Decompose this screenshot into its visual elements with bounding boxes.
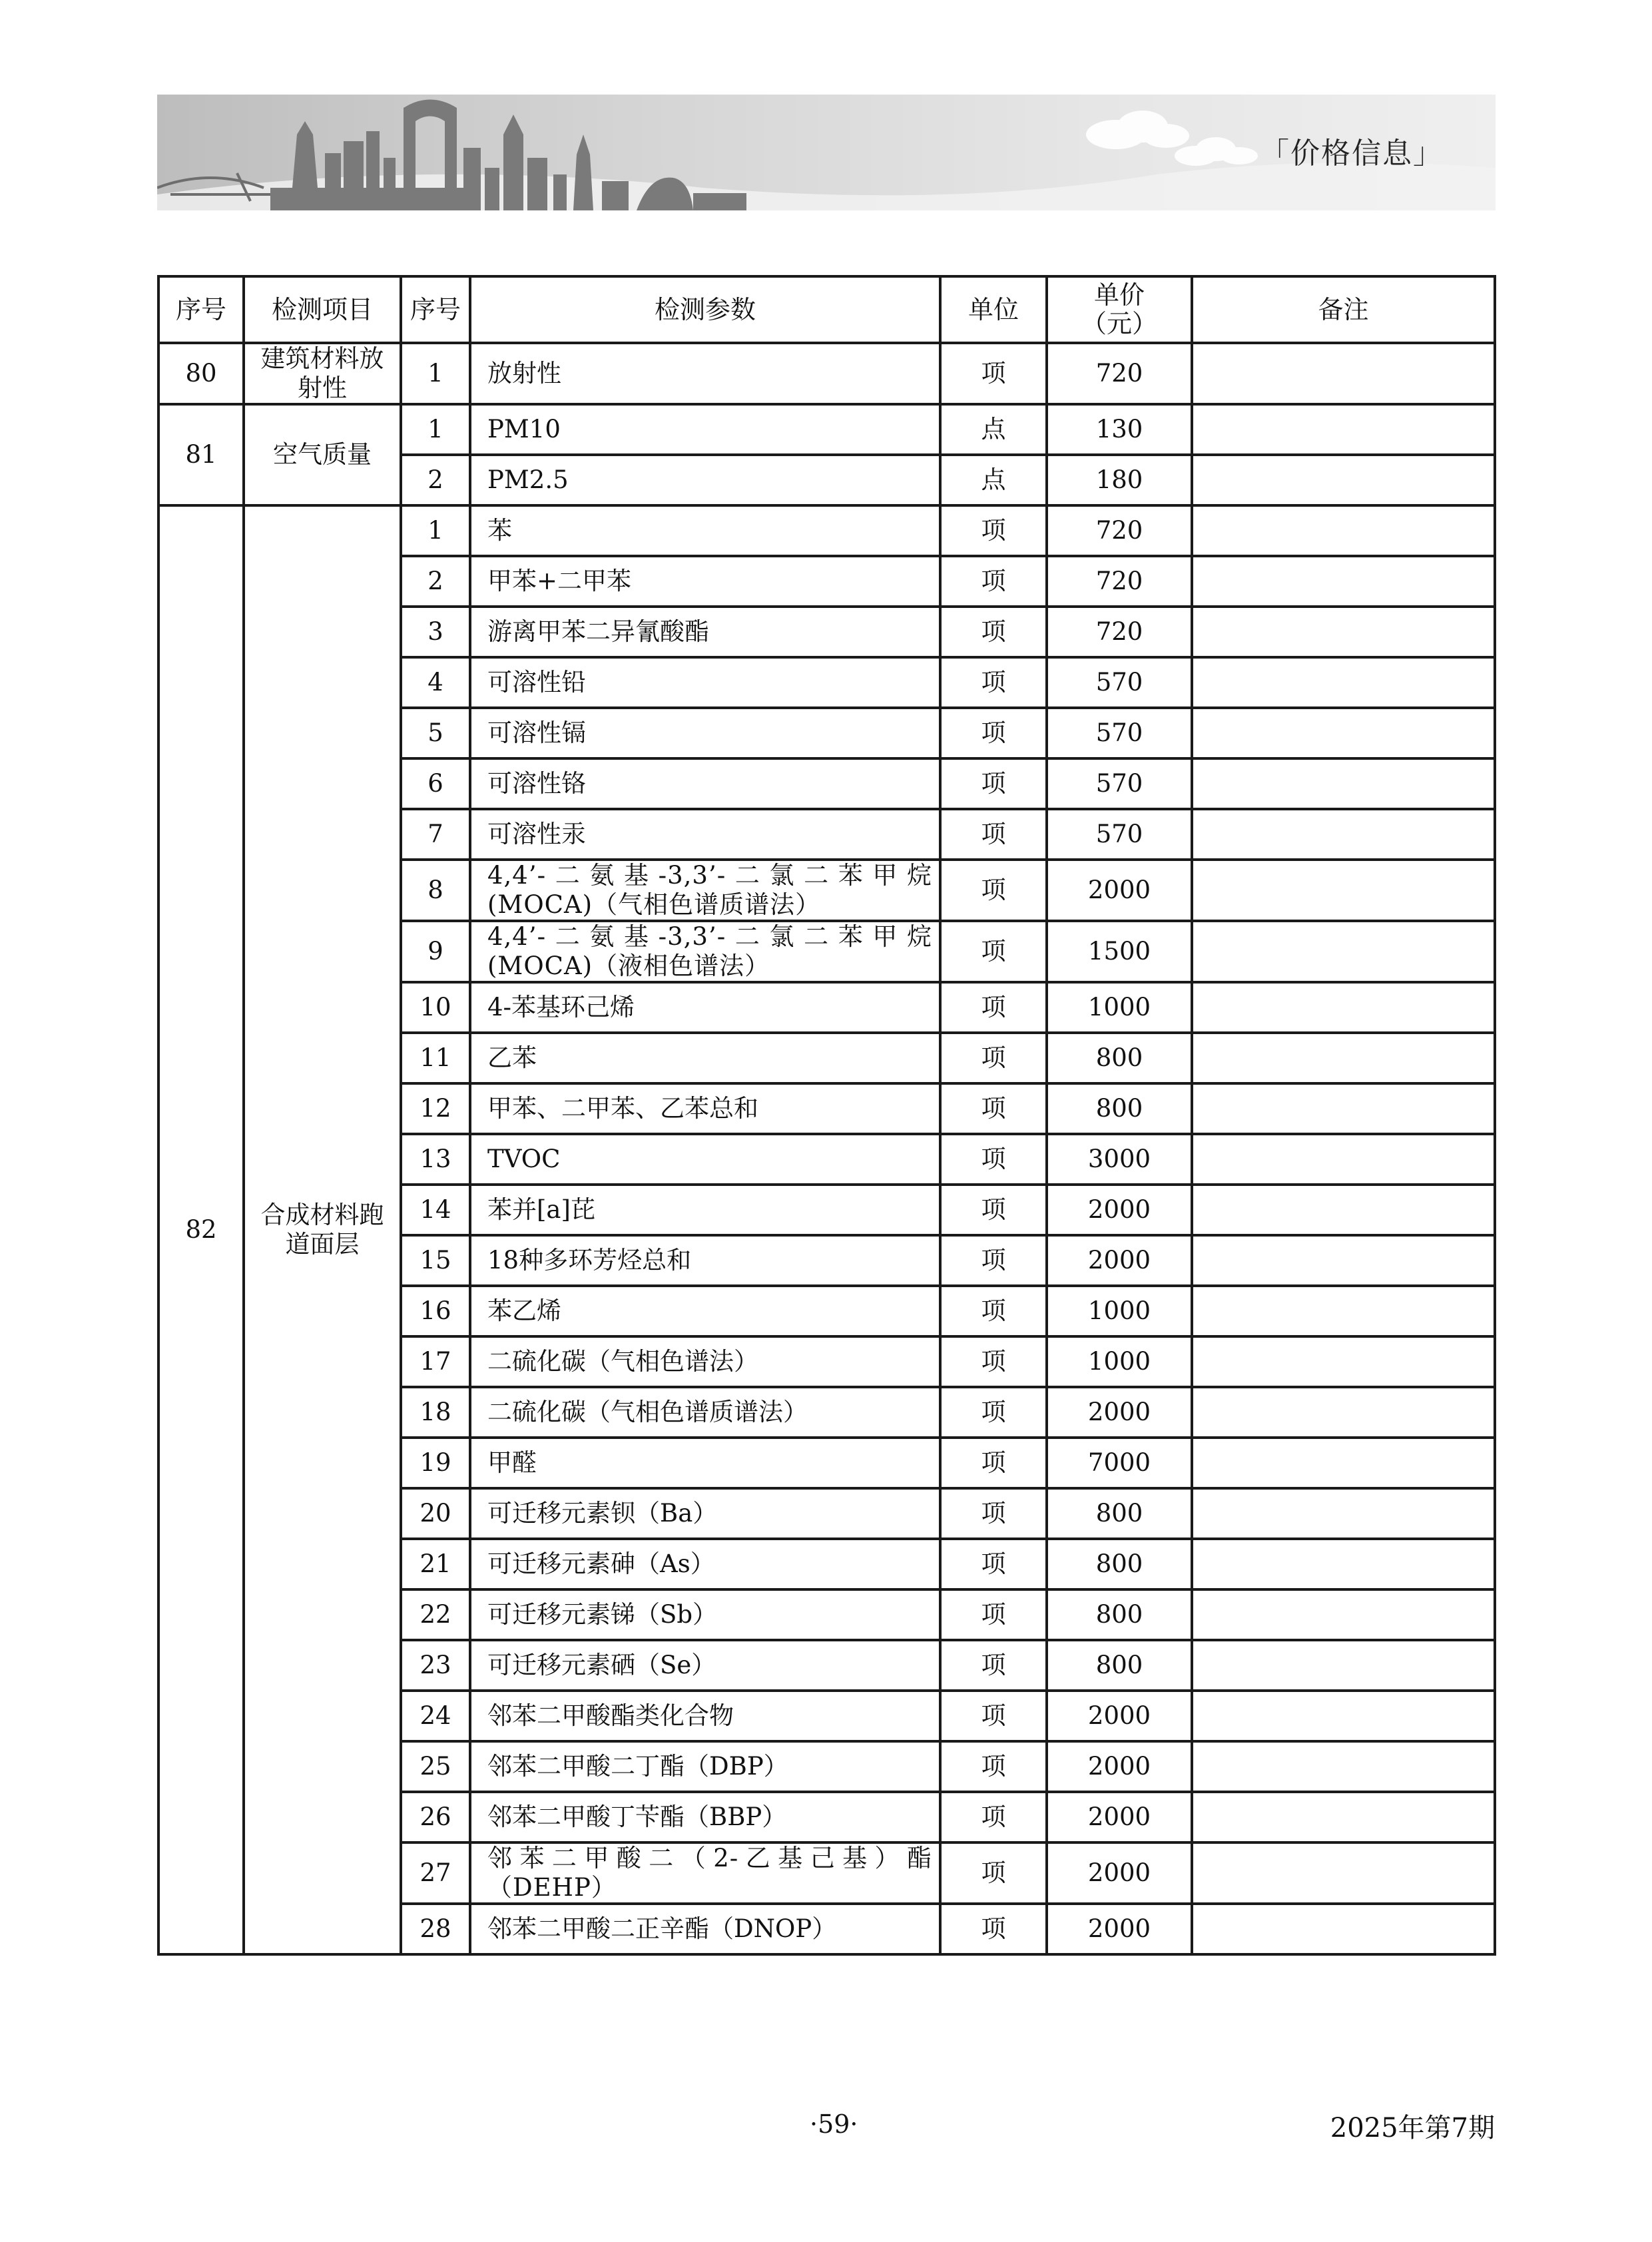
param-cell: 苯 bbox=[470, 505, 940, 556]
note-cell bbox=[1192, 455, 1495, 505]
seq-cell: 4 bbox=[401, 657, 470, 708]
price-cell: 720 bbox=[1047, 343, 1192, 404]
unit-cell: 项 bbox=[940, 921, 1047, 982]
price-cell: 2000 bbox=[1047, 1235, 1192, 1286]
note-cell bbox=[1192, 1792, 1495, 1842]
note-cell bbox=[1192, 1488, 1495, 1539]
seq-cell: 14 bbox=[401, 1185, 470, 1235]
table-row bbox=[158, 505, 1495, 556]
param-cell: 可迁移元素钡（Ba） bbox=[470, 1488, 940, 1539]
issue-label: 2025年第7期 bbox=[1330, 2113, 1495, 2143]
param-cell: 苯乙烯 bbox=[470, 1286, 940, 1336]
param-cell: 可迁移元素砷（As） bbox=[470, 1539, 940, 1589]
seq-cell: 8 bbox=[401, 860, 470, 921]
param-cell: 可溶性汞 bbox=[470, 809, 940, 860]
note-cell bbox=[1192, 657, 1495, 708]
param-cell: 可迁移元素锑（Sb） bbox=[470, 1589, 940, 1640]
seq-cell: 1 bbox=[401, 505, 470, 556]
seq-cell: 10 bbox=[401, 982, 470, 1033]
test-item-cell: 合成材料跑道面层 bbox=[244, 505, 401, 1954]
seq-cell: 21 bbox=[401, 1539, 470, 1589]
price-cell: 1500 bbox=[1047, 921, 1192, 982]
col-header-param: 检测参数 bbox=[470, 276, 940, 343]
note-cell bbox=[1192, 1741, 1495, 1792]
seq-cell: 11 bbox=[401, 1033, 470, 1083]
unit-cell: 项 bbox=[940, 1842, 1047, 1904]
note-cell bbox=[1192, 982, 1495, 1033]
price-cell: 2000 bbox=[1047, 1842, 1192, 1904]
param-cell: 甲醛 bbox=[470, 1438, 940, 1488]
unit-cell: 项 bbox=[940, 657, 1047, 708]
price-cell: 570 bbox=[1047, 758, 1192, 809]
unit-cell: 项 bbox=[940, 1438, 1047, 1488]
note-cell bbox=[1192, 758, 1495, 809]
price-cell: 130 bbox=[1047, 404, 1192, 455]
seq-cell: 17 bbox=[401, 1336, 470, 1387]
price-cell: 800 bbox=[1047, 1640, 1192, 1691]
param-cell: 二硫化碳（气相色谱法） bbox=[470, 1336, 940, 1387]
seq-cell: 23 bbox=[401, 1640, 470, 1691]
seq-cell: 25 bbox=[401, 1741, 470, 1792]
price-cell: 720 bbox=[1047, 505, 1192, 556]
param-cell: 邻苯二甲酸二（2-乙基己基）酯（DEHP） bbox=[470, 1842, 940, 1904]
col-header-price-line1: 单价 bbox=[1093, 280, 1145, 310]
col-header-note: 备注 bbox=[1192, 276, 1495, 343]
price-cell: 800 bbox=[1047, 1589, 1192, 1640]
param-cell: PM2.5 bbox=[470, 455, 940, 505]
note-cell bbox=[1192, 1286, 1495, 1336]
param-cell: 邻苯二甲酸二丁酯（DBP） bbox=[470, 1741, 940, 1792]
table-row bbox=[158, 404, 1495, 455]
table-header-row bbox=[158, 276, 1495, 343]
price-cell: 2000 bbox=[1047, 1904, 1192, 1954]
test-item-cell: 空气质量 bbox=[244, 404, 401, 505]
price-cell: 720 bbox=[1047, 556, 1192, 607]
unit-cell: 项 bbox=[940, 809, 1047, 860]
page-number: ·59· bbox=[810, 2109, 858, 2139]
col-header-unit: 单位 bbox=[940, 276, 1047, 343]
price-cell: 2000 bbox=[1047, 1792, 1192, 1842]
unit-cell: 项 bbox=[940, 1691, 1047, 1741]
unit-cell: 项 bbox=[940, 1185, 1047, 1235]
note-cell bbox=[1192, 505, 1495, 556]
note-cell bbox=[1192, 1134, 1495, 1185]
note-cell bbox=[1192, 556, 1495, 607]
price-cell: 7000 bbox=[1047, 1438, 1192, 1488]
seq-cell: 15 bbox=[401, 1235, 470, 1286]
seq-cell: 2 bbox=[401, 556, 470, 607]
unit-cell: 项 bbox=[940, 1741, 1047, 1792]
param-cell: 苯并[a]芘 bbox=[470, 1185, 940, 1235]
note-cell bbox=[1192, 809, 1495, 860]
seq-cell: 7 bbox=[401, 809, 470, 860]
price-cell: 800 bbox=[1047, 1033, 1192, 1083]
seq-cell: 16 bbox=[401, 1286, 470, 1336]
unit-cell: 项 bbox=[940, 505, 1047, 556]
price-cell: 2000 bbox=[1047, 1691, 1192, 1741]
unit-cell: 项 bbox=[940, 758, 1047, 809]
group-number-cell: 80 bbox=[158, 343, 244, 404]
section-title: 「价格信息」 bbox=[1260, 137, 1444, 170]
seq-cell: 18 bbox=[401, 1387, 470, 1438]
table-row bbox=[158, 343, 1495, 404]
unit-cell: 点 bbox=[940, 404, 1047, 455]
seq-cell: 1 bbox=[401, 404, 470, 455]
group-number-cell: 82 bbox=[158, 505, 244, 1954]
price-cell: 3000 bbox=[1047, 1134, 1192, 1185]
param-cell: 可溶性铅 bbox=[470, 657, 940, 708]
price-cell: 2000 bbox=[1047, 1741, 1192, 1792]
unit-cell: 项 bbox=[940, 343, 1047, 404]
seq-cell: 27 bbox=[401, 1842, 470, 1904]
seq-cell: 20 bbox=[401, 1488, 470, 1539]
note-cell bbox=[1192, 1336, 1495, 1387]
note-cell bbox=[1192, 1033, 1495, 1083]
price-cell: 180 bbox=[1047, 455, 1192, 505]
param-cell: PM10 bbox=[470, 404, 940, 455]
unit-cell: 项 bbox=[940, 1134, 1047, 1185]
seq-cell: 3 bbox=[401, 607, 470, 657]
unit-cell: 项 bbox=[940, 556, 1047, 607]
seq-cell: 28 bbox=[401, 1904, 470, 1954]
price-cell: 800 bbox=[1047, 1083, 1192, 1134]
note-cell bbox=[1192, 1438, 1495, 1488]
note-cell bbox=[1192, 1185, 1495, 1235]
note-cell bbox=[1192, 708, 1495, 758]
header-banner bbox=[157, 95, 1496, 210]
price-cell: 1000 bbox=[1047, 982, 1192, 1033]
note-cell bbox=[1192, 1640, 1495, 1691]
note-cell bbox=[1192, 1904, 1495, 1954]
param-cell: 乙苯 bbox=[470, 1033, 940, 1083]
price-cell: 570 bbox=[1047, 809, 1192, 860]
unit-cell: 项 bbox=[940, 1488, 1047, 1539]
unit-cell: 项 bbox=[940, 1792, 1047, 1842]
price-cell: 2000 bbox=[1047, 1185, 1192, 1235]
unit-cell: 项 bbox=[940, 607, 1047, 657]
test-item-cell: 建筑材料放射性 bbox=[244, 343, 401, 404]
unit-cell: 项 bbox=[940, 1083, 1047, 1134]
note-cell bbox=[1192, 1539, 1495, 1589]
col-header-no: 序号 bbox=[158, 276, 244, 343]
param-cell: 邻苯二甲酸丁苄酯（BBP） bbox=[470, 1792, 940, 1842]
seq-cell: 9 bbox=[401, 921, 470, 982]
param-cell: 甲苯+二甲苯 bbox=[470, 556, 940, 607]
col-header-item: 检测项目 bbox=[244, 276, 401, 343]
note-cell bbox=[1192, 404, 1495, 455]
unit-cell: 项 bbox=[940, 1904, 1047, 1954]
param-cell: 邻苯二甲酸二正辛酯（DNOP） bbox=[470, 1904, 940, 1954]
note-cell bbox=[1192, 1235, 1495, 1286]
note-cell bbox=[1192, 1387, 1495, 1438]
param-cell: 可溶性铬 bbox=[470, 758, 940, 809]
seq-cell: 26 bbox=[401, 1792, 470, 1842]
price-cell: 2000 bbox=[1047, 1387, 1192, 1438]
note-cell bbox=[1192, 1691, 1495, 1741]
note-cell bbox=[1192, 343, 1495, 404]
unit-cell: 项 bbox=[940, 1387, 1047, 1438]
group-number-cell: 81 bbox=[158, 404, 244, 505]
note-cell bbox=[1192, 607, 1495, 657]
unit-cell: 项 bbox=[940, 860, 1047, 921]
param-cell: 放射性 bbox=[470, 343, 940, 404]
col-header-price bbox=[1047, 276, 1192, 343]
param-cell: 二硫化碳（气相色谱质谱法） bbox=[470, 1387, 940, 1438]
unit-cell: 项 bbox=[940, 708, 1047, 758]
param-cell: 可溶性镉 bbox=[470, 708, 940, 758]
price-cell: 2000 bbox=[1047, 860, 1192, 921]
price-cell: 1000 bbox=[1047, 1286, 1192, 1336]
note-cell bbox=[1192, 1589, 1495, 1640]
note-cell bbox=[1192, 921, 1495, 982]
note-cell bbox=[1192, 1842, 1495, 1904]
param-cell: 甲苯、二甲苯、乙苯总和 bbox=[470, 1083, 940, 1134]
unit-cell: 项 bbox=[940, 982, 1047, 1033]
param-cell: 游离甲苯二异氰酸酯 bbox=[470, 607, 940, 657]
price-table bbox=[157, 275, 1496, 1956]
seq-cell: 19 bbox=[401, 1438, 470, 1488]
col-header-seq: 序号 bbox=[401, 276, 470, 343]
price-cell: 570 bbox=[1047, 708, 1192, 758]
param-cell: TVOC bbox=[470, 1134, 940, 1185]
param-cell: 邻苯二甲酸酯类化合物 bbox=[470, 1691, 940, 1741]
seq-cell: 13 bbox=[401, 1134, 470, 1185]
note-cell bbox=[1192, 860, 1495, 921]
seq-cell: 22 bbox=[401, 1589, 470, 1640]
unit-cell: 项 bbox=[940, 1033, 1047, 1083]
param-cell: 4-苯基环己烯 bbox=[470, 982, 940, 1033]
param-cell: 4,4’-二氨基-3,3’-二氯二苯甲烷(MOCA)（液相色谱法） bbox=[470, 921, 940, 982]
note-cell bbox=[1192, 1083, 1495, 1134]
param-cell: 18种多环芳烃总和 bbox=[470, 1235, 940, 1286]
unit-cell: 项 bbox=[940, 1286, 1047, 1336]
unit-cell: 项 bbox=[940, 1640, 1047, 1691]
seq-cell: 6 bbox=[401, 758, 470, 809]
price-cell: 800 bbox=[1047, 1488, 1192, 1539]
unit-cell: 项 bbox=[940, 1539, 1047, 1589]
param-cell: 4,4’-二氨基-3,3’-二氯二苯甲烷(MOCA)（气相色谱质谱法） bbox=[470, 860, 940, 921]
table-body bbox=[158, 343, 1495, 1954]
param-cell: 可迁移元素硒（Se） bbox=[470, 1640, 940, 1691]
unit-cell: 点 bbox=[940, 455, 1047, 505]
seq-cell: 1 bbox=[401, 343, 470, 404]
price-cell: 570 bbox=[1047, 657, 1192, 708]
col-header-price-line2: （元） bbox=[1081, 309, 1157, 338]
unit-cell: 项 bbox=[940, 1589, 1047, 1640]
unit-cell: 项 bbox=[940, 1235, 1047, 1286]
price-cell: 800 bbox=[1047, 1539, 1192, 1589]
price-cell: 1000 bbox=[1047, 1336, 1192, 1387]
seq-cell: 12 bbox=[401, 1083, 470, 1134]
unit-cell: 项 bbox=[940, 1336, 1047, 1387]
seq-cell: 5 bbox=[401, 708, 470, 758]
seq-cell: 24 bbox=[401, 1691, 470, 1741]
seq-cell: 2 bbox=[401, 455, 470, 505]
price-cell: 720 bbox=[1047, 607, 1192, 657]
